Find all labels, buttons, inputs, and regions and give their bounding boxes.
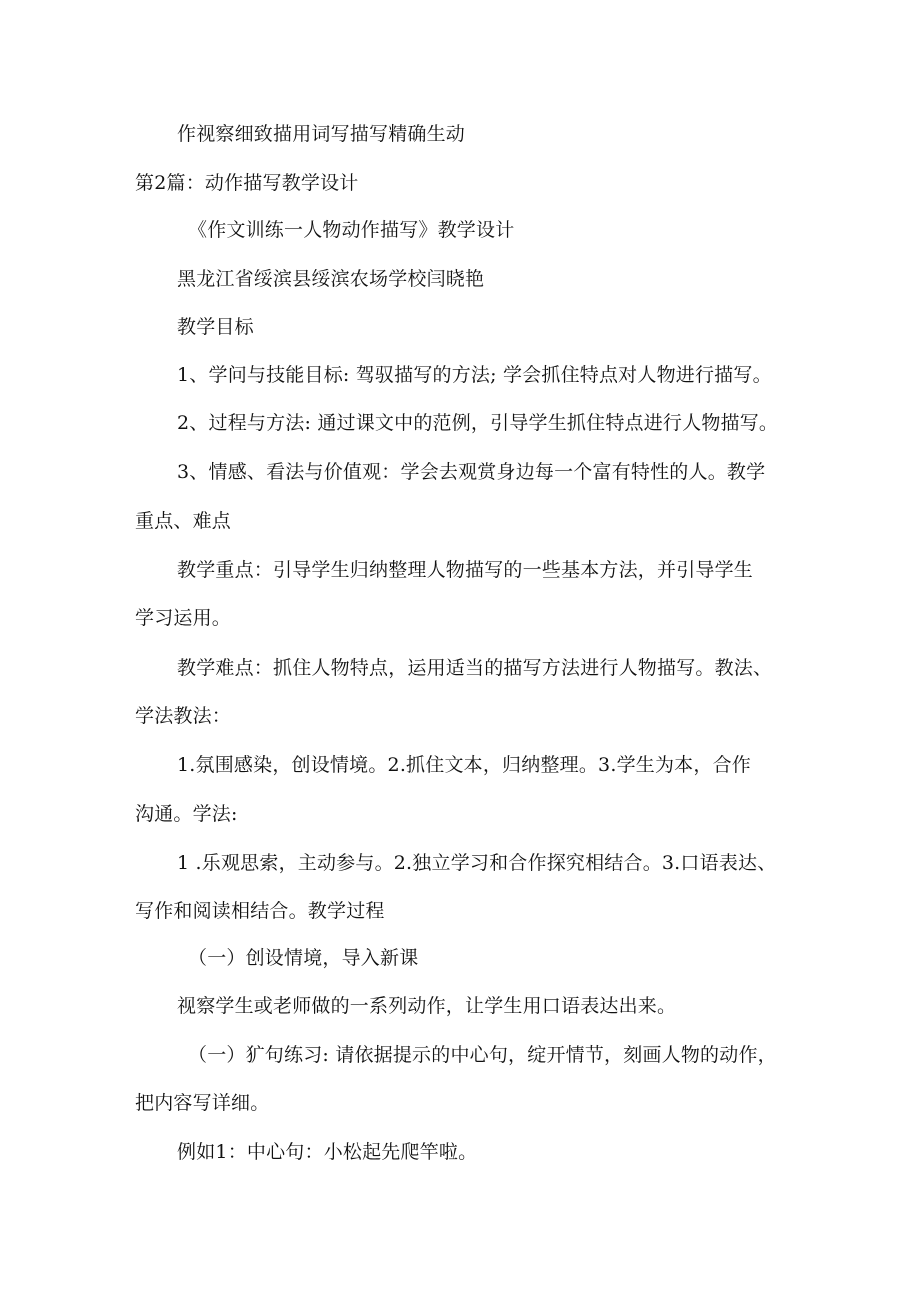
text-line: 沟通。学法: bbox=[135, 803, 238, 825]
text-line: 3、情感、看法与价值观：学会去观赏身边每一个富有特性的人。教学 bbox=[177, 461, 766, 483]
text-line: 重点、难点 bbox=[135, 510, 232, 532]
text-line: 2、过程与方法: 通过课文中的范例，引导学生抓住特点进行人物描写。 bbox=[177, 412, 779, 434]
text-line: 教学重点：引导学生归纳整理人物描写的一些基本方法，并引导学生 bbox=[177, 559, 754, 581]
text-line: 学法教法： bbox=[135, 705, 232, 727]
text-line: 教学难点：抓住人物特点，运用适当的描写方法进行人物描写。教法、 bbox=[177, 657, 773, 679]
section-heading: 第2篇：动作描写教学设计 bbox=[135, 172, 359, 194]
text-line: 写作和阅读相结合。教学过程 bbox=[135, 900, 385, 922]
text-line: 例如1：中心句：小松起先爬竿啦。 bbox=[177, 1141, 478, 1163]
text-line: 1.氛围感染，创设情境。2.抓住文本，归纳整理。3.学生为本，合作 bbox=[177, 754, 751, 776]
subheading: （一）创设情境，导入新课 bbox=[188, 947, 419, 969]
subheading: 教学目标 bbox=[177, 316, 254, 338]
text-line: （一）犷句练习: 请依据提示的中心句，绽开情节，刻画人物的动作， bbox=[188, 1044, 777, 1066]
text-line: 学习运用。 bbox=[135, 607, 232, 629]
text-line: 作视察细致描用词写描写精确生动 bbox=[177, 123, 466, 145]
document-title: 《作文训练一人物动作描写》教学设计 bbox=[188, 219, 515, 241]
text-line: 把内容写详细。 bbox=[135, 1092, 270, 1114]
author-line: 黑龙江省绥滨县绥滨农场学校闫晓艳 bbox=[177, 268, 485, 290]
text-line: 1、学问与技能目标: 驾驭描写的方法; 学会抓住特点对人物进行描写。 bbox=[177, 364, 772, 386]
text-line: 视察学生或老师做的一系列动作，让学生用口语表达出来。 bbox=[177, 995, 677, 1017]
text-line: 1 .乐观思索，主动参与。2.独立学习和合作探究相结合。3.口语表达、 bbox=[177, 852, 777, 874]
